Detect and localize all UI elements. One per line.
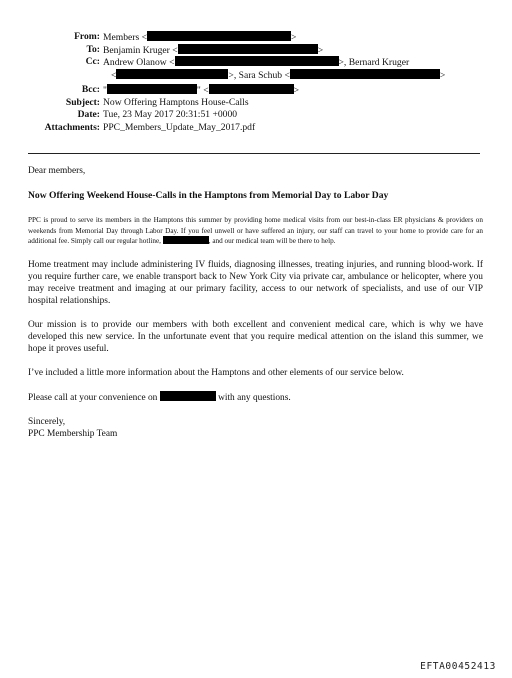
cc-label: Cc: xyxy=(85,56,100,67)
bcc-label: Bcc: xyxy=(81,84,100,95)
cc-row xyxy=(0,56,512,69)
to-row xyxy=(0,44,512,57)
mission-paragraph: Our mission is to provide our members with both excellent and convenient medical care, which is why we have developed this new service. In the unfortunate event that you require medical attention on the island this summer, we hope it proves useful. xyxy=(28,319,483,354)
redaction-block xyxy=(116,69,228,79)
subject-label: Subject: xyxy=(65,96,100,108)
email-body xyxy=(28,165,483,440)
redaction-block xyxy=(209,84,294,94)
bcc-row xyxy=(0,84,512,97)
date-row xyxy=(0,109,512,122)
date-value: Tue, 23 May 2017 20:31:51 +0000 xyxy=(103,109,238,120)
cc-row-cont xyxy=(0,69,512,82)
header-divider xyxy=(28,153,480,154)
redaction-block xyxy=(175,56,339,66)
cc-value-line-1: Andrew Olanow < >, Bernard Kruger xyxy=(103,57,410,68)
signature: PPC Membership Team xyxy=(28,428,118,439)
bcc-value: " " < > xyxy=(103,85,300,96)
body-heading: Now Offering Weekend House-Calls in the Hamptons from Memorial Day to Labor Day xyxy=(28,190,389,201)
intro-paragraph: PPC is proud to serve its members in the Hamptons this summer by providing home medical visits from our best-in-class ER physicians & providers on weekends from Memorial Day through Labor Day. If you feel unwell or have suffered an injury, our staff can travel to your home to provide care for an additional fee. Simply call our regular hotline, , and our medical team will be there to help. xyxy=(28,216,483,246)
to-label: To: xyxy=(86,43,100,55)
attachments-row xyxy=(0,122,512,135)
attachment-link[interactable]: PPC_Members_Update_May_2017.pdf xyxy=(103,121,256,133)
info-paragraph: I’ve included a little more information about the Hamptons and other elements of our service below. xyxy=(28,367,404,378)
subject-value: Now Offering Hamptons House-Calls xyxy=(103,96,249,108)
subject-row xyxy=(0,97,512,110)
treatment-paragraph: Home treatment may include administering IV fluids, diagnosing illnesses, treating injuries, and running blood-work. If you require further care, we enable transport back to New York City via private car, ambulance or helicopter, where you may receive treatment and imaging at our primary facility, access to our network of specialists, and use of our VIP hospital relationships. xyxy=(28,259,483,306)
signoff: Sincerely, xyxy=(28,416,66,427)
call-paragraph: Please call at your convenience on with any questions. xyxy=(28,392,291,403)
document-id: EFTA00452413 xyxy=(420,661,496,672)
to-value: Benjamin Kruger < > xyxy=(103,44,324,56)
date-label: Date: xyxy=(77,109,100,120)
from-value: Members < > xyxy=(103,32,297,43)
redaction-block xyxy=(147,31,291,41)
redaction-block xyxy=(163,236,209,244)
redaction-block xyxy=(178,44,318,54)
from-row xyxy=(0,31,512,44)
redaction-block xyxy=(160,391,216,401)
redaction-block xyxy=(290,69,440,79)
email-header xyxy=(0,31,512,134)
attachments-label: Attachments: xyxy=(44,121,100,133)
redaction-block xyxy=(107,84,197,94)
greeting: Dear members, xyxy=(28,166,86,176)
cc-value-line-2: < >, Sara Schub < > xyxy=(111,69,446,81)
from-label: From: xyxy=(74,31,100,42)
